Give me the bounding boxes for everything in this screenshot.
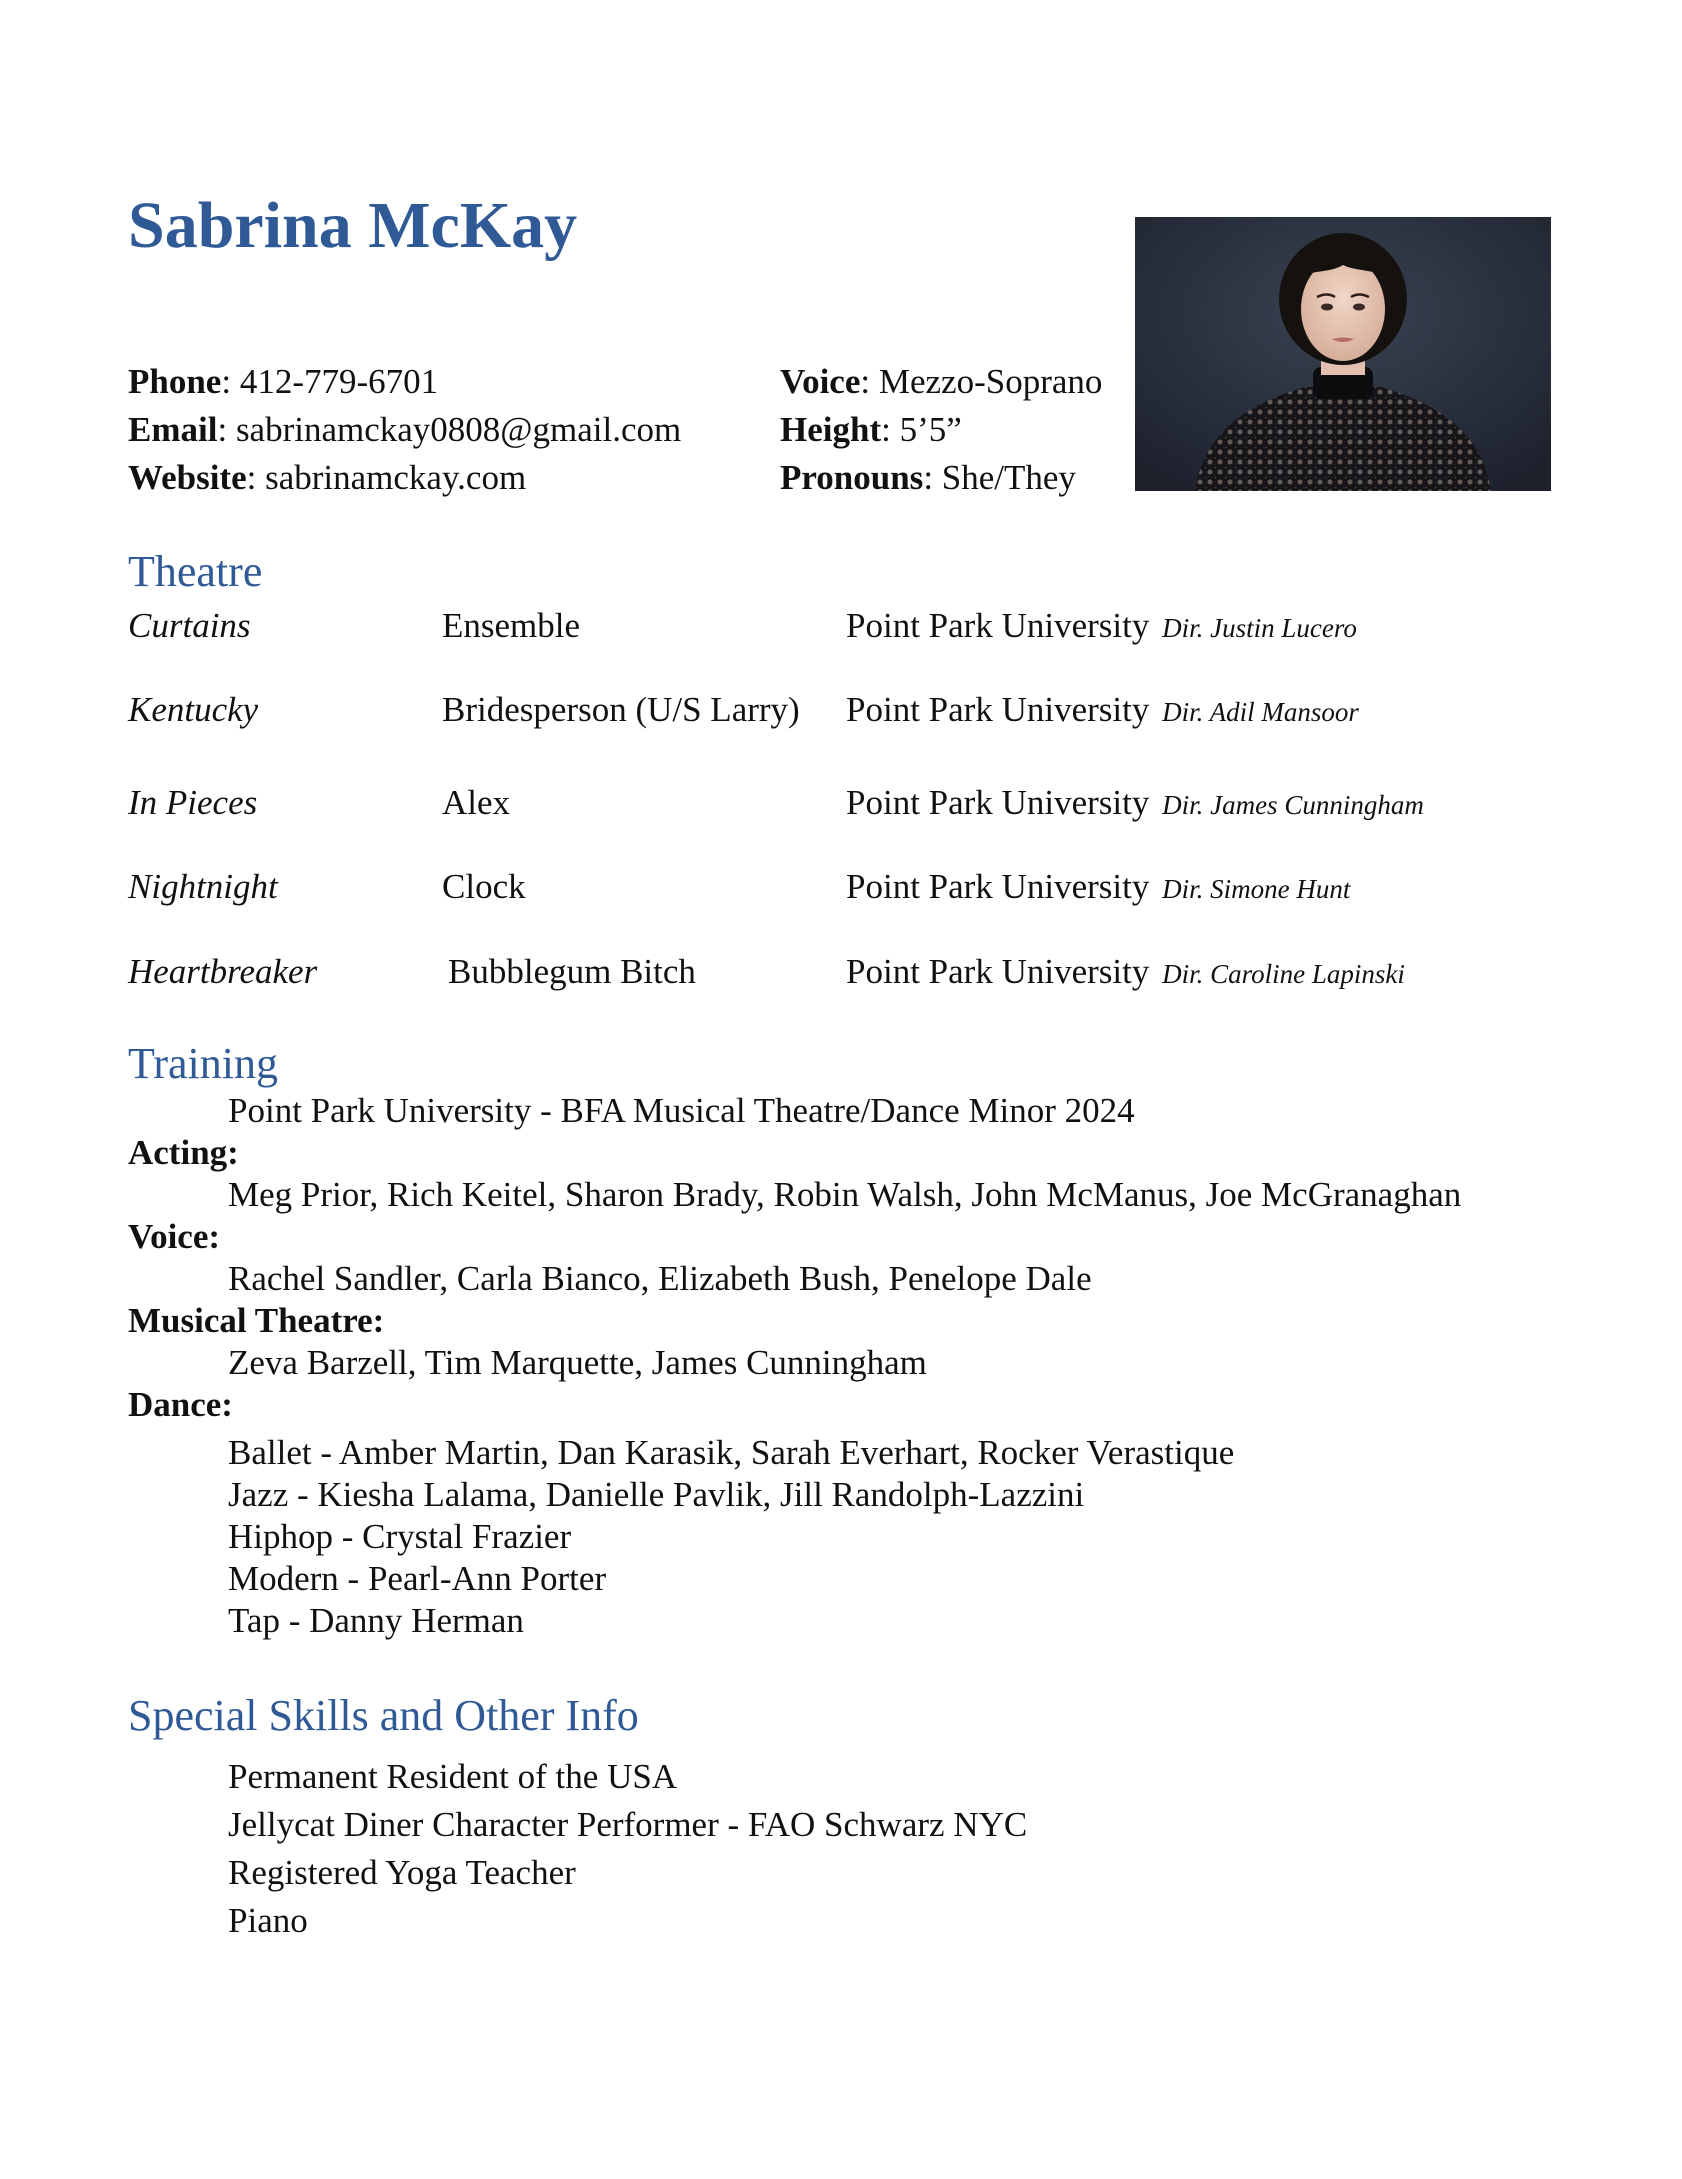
skill-item: Registered Yoga Teacher [228,1853,576,1892]
voice-teachers: Rachel Sandler, Carla Bianco, Elizabeth Bush, Penelope Dale [228,1259,1092,1298]
credit-role: Alex [442,783,511,822]
training-school: Point Park University - BFA Musical Theatre/Dance Minor 2024 [228,1091,1135,1130]
credit-role: Bubblegum Bitch [448,952,696,991]
phone-value: 412-779-6701 [239,362,439,401]
credit-row [0,778,1682,828]
height-label: Height [780,410,882,449]
pronouns-value: She/They [941,458,1076,497]
training-heading: Training [128,1039,278,1088]
credit-venue-name: Point Park University [846,867,1150,906]
credit-director: Dir. Justin Lucero [1162,613,1357,643]
credit-director: Dir. James Cunningham [1162,790,1424,820]
email-label: Email [128,410,218,449]
credit-venue-name: Point Park University [846,783,1150,822]
voice-training-label: Voice: [128,1217,221,1256]
voice-label: Voice [780,362,861,401]
phone-row: Phone: 412-779-6701 [128,362,439,401]
resume-name: Sabrina McKay [128,189,578,262]
skill-item: Piano [228,1901,308,1940]
height-row: Height: 5’5” [780,410,962,449]
dance-label: Dance: [128,1385,233,1424]
credit-role: Clock [442,867,526,906]
height-value: 5’5” [899,410,962,449]
skills-heading: Special Skills and Other Info [128,1691,639,1740]
details-block [780,358,1102,502]
credit-venue-name: Point Park University [846,606,1150,645]
acting-label: Acting: [128,1133,239,1172]
acting-teachers: Meg Prior, Rich Keitel, Sharon Brady, Robin Walsh, John McManus, Joe McGranaghan [228,1175,1462,1214]
dance-item: Modern - Pearl-Ann Porter [228,1559,607,1598]
pronouns-label: Pronouns [780,458,924,497]
credit-row [0,947,1682,997]
contact-block [128,358,681,502]
dance-item: Jazz - Kiesha Lalama, Danielle Pavlik, Jill Randolph-Lazzini [228,1475,1085,1514]
musical-theatre-teachers: Zeva Barzell, Tim Marquette, James Cunningham [228,1343,927,1382]
musical-theatre-label: Musical Theatre: [128,1301,385,1340]
email-row: Email: sabrinamckay0808@gmail.com [128,410,682,449]
website-row: Website: sabrinamckay.com [128,458,527,497]
credit-show: Kentucky [128,690,259,729]
credit-row [0,685,1682,735]
skill-item: Jellycat Diner Character Performer - FAO Schwarz NYC [228,1805,1028,1844]
credit-venue [846,862,1350,914]
dance-list [128,1432,1461,1642]
skills-list [228,1753,1027,1945]
headshot-photo [1135,217,1551,491]
credit-show: Nightnight [128,867,278,906]
credit-director: Dir. Caroline Lapinski [1162,959,1405,989]
dance-item: Tap - Danny Herman [228,1601,524,1640]
training-block [128,1090,1461,1642]
website-label: Website [128,458,247,497]
credit-role: Ensemble [442,606,581,645]
credit-show: Heartbreaker [128,952,318,991]
credit-venue-name: Point Park University [846,952,1150,991]
dance-item: Ballet - Amber Martin, Dan Karasik, Sarah Everhart, Rocker Verastique [228,1433,1235,1472]
credit-venue-name: Point Park University [846,690,1150,729]
credit-row [0,601,1682,651]
credit-show: Curtains [128,606,251,645]
credit-venue [846,947,1405,999]
voice-value: Mezzo-Soprano [878,362,1103,401]
credit-director: Dir. Simone Hunt [1162,874,1351,904]
email-value: sabrinamckay0808@gmail.com [235,410,682,449]
credit-venue [846,685,1359,737]
credit-venue [846,778,1424,830]
credit-venue [846,601,1357,653]
skill-item: Permanent Resident of the USA [228,1757,678,1796]
phone-label: Phone [128,362,222,401]
credit-show: In Pieces [128,783,258,822]
pronouns-row: Pronouns: She/They [780,458,1076,497]
credit-role: Bridesperson (U/S Larry) [442,690,800,729]
website-value: sabrinamckay.com [265,458,527,497]
credit-director: Dir. Adil Mansoor [1162,697,1359,727]
dance-item: Hiphop - Crystal Frazier [228,1517,572,1556]
voice-row: Voice: Mezzo-Soprano [780,362,1103,401]
credit-row [0,862,1682,912]
theatre-heading: Theatre [128,547,263,596]
